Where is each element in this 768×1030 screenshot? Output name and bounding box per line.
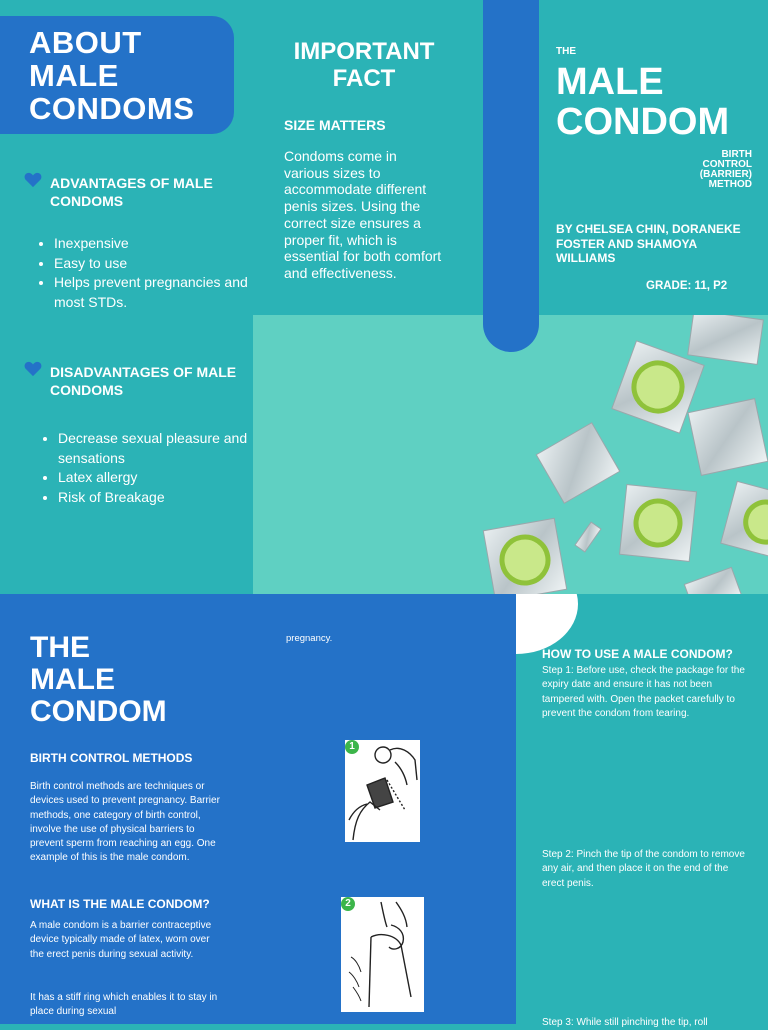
inside-title-line: THE [30, 631, 90, 664]
size-matters-heading: SIZE MATTERS [284, 117, 386, 133]
advantages-list [36, 234, 254, 312]
step-1-text: Step 1: Before use, check the package for the expiry date and ensure it has not been tampered with. Open the packet carefully to prevent the condom from tearing. [542, 665, 745, 719]
cover-title [556, 62, 729, 142]
list-item: • Inexpensive [54, 234, 254, 254]
what-is-heading: WHAT IS THE MALE CONDOM? [30, 897, 210, 911]
advantages-heading: ADVANTAGES OF MALE CONDOMS [50, 175, 213, 209]
method-line: METHOD [708, 179, 752, 190]
method-line: BIRTH [721, 149, 752, 160]
list-item: • Risk of Breakage [58, 488, 258, 508]
step-number-badge: 1 [345, 740, 359, 754]
about-title-line: CONDOMS [29, 91, 195, 126]
hand-placing-condom-icon [341, 897, 424, 1012]
decorative-circle [516, 594, 578, 654]
disadvantages-list [40, 429, 258, 507]
how-to-use-heading: HOW TO USE A MALE CONDOM? [542, 647, 733, 661]
condom-packets-photo [253, 315, 768, 594]
step-number-badge: 2 [341, 897, 355, 911]
list-item: • Latex allergy [58, 468, 258, 488]
birth-control-method-label [660, 150, 752, 190]
important-title-line: FACT [332, 65, 396, 92]
stiff-ring-text: It has a stiff ring which enables it to stay in place during sexual [30, 992, 218, 1018]
condom-packets-illustration [253, 315, 768, 594]
authors: BY CHELSEA CHIN, DORANEKE FOSTER AND SHAMOYA WILLIAMS [556, 222, 741, 265]
birth-control-methods-text: Birth control methods are techniques or devices used to prevent pregnancy. Barrier methods, one category of birth control, involve the use of physical barriers to prevent sperm from reaching an egg. One example of this is the male condom. [30, 781, 220, 864]
cover-the-label: THE [556, 46, 576, 57]
inside-title [30, 632, 167, 728]
important-title-line: IMPORTANT [293, 38, 435, 65]
divider-bar [483, 0, 539, 352]
size-matters-text: Condoms come in various sizes to accommodate different penis sizes. Using the correct size ensures a proper fit, which is essential for both comfort and effectiveness. [284, 148, 442, 281]
grade-label: GRADE: 11, P2 [646, 280, 728, 292]
step-3-text: Step 3: While still pinching the tip, roll [542, 1017, 708, 1028]
about-title [29, 26, 194, 125]
birth-control-methods-heading: BIRTH CONTROL METHODS [30, 751, 193, 765]
heart-icon [24, 172, 42, 188]
list-item: • Helps prevent pregnancies and most STDs. [54, 273, 254, 312]
inside-title-line: MALE [30, 663, 115, 696]
hands-opening-packet-icon [345, 740, 420, 842]
disadvantages-heading: DISADVANTAGES OF MALE CONDOMS [50, 364, 237, 398]
cover-title-line: MALE [556, 61, 664, 103]
what-is-text: A male condom is a barrier contraceptive device typically made of latex, worn over the erect penis during sexual activity. [30, 920, 212, 960]
inside-title-line: CONDOM [30, 695, 167, 728]
step-illustration-open-packet [345, 740, 420, 842]
step-2-text: Step 2: Pinch the tip of the condom to remove any air, and then place it on the end of the erect penis. [542, 849, 745, 889]
step-illustration-place-condom [341, 897, 424, 1012]
important-fact-title [276, 38, 452, 92]
method-line: CONTROL [702, 159, 752, 170]
heart-icon [24, 361, 42, 377]
about-title-line: ABOUT [29, 25, 142, 60]
list-item: • Easy to use [54, 254, 254, 274]
list-item: • Decrease sexual pleasure and sensations [58, 429, 258, 468]
pregnancy-fragment: pregnancy. [286, 633, 333, 644]
cover-title-line: CONDOM [556, 101, 730, 143]
method-line: (BARRIER) [699, 169, 752, 180]
about-title-line: MALE [29, 58, 119, 93]
